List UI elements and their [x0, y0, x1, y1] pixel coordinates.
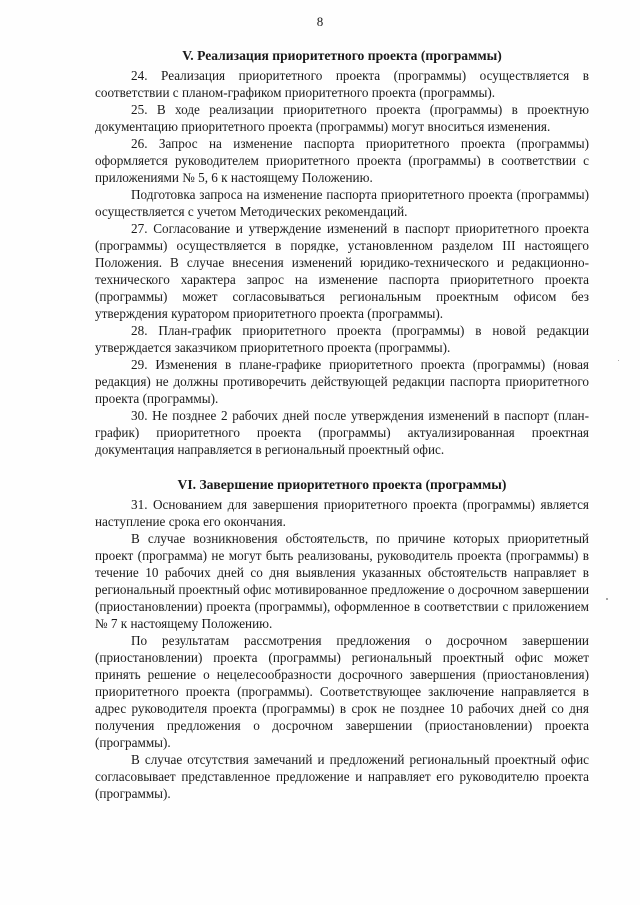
- paragraph-28: 28. План-график приоритетного проекта (программы) в новой редакции утверждается заказчиком приоритетного проекта (программы).: [95, 323, 589, 355]
- paragraph-31-early-completion: В случае возникновения обстоятельств, по причине которых приоритетный проект (программа) не могут быть реализованы, руководитель проекта (программы) в течение 10 рабочих дней со дня выявления указанных обстоятельств направляет в региональный проектный офис мотивированное предложение о досрочном завершении (приостановлении) проекта (программы), оформленное в соответствии с приложением № 7 к настоящему Положению.: [95, 531, 589, 631]
- paragraph-25: 25. В ходе реализации приоритетного проекта (программы) в проектную документацию приоритетного проекта (программы) могут вноситься изменения.: [95, 102, 589, 134]
- scan-speck: [618, 360, 619, 361]
- paragraph-26-note: Подготовка запроса на изменение паспорта приоритетного проекта (программы) осуществляется с учетом Методических рекомендаций.: [95, 187, 589, 219]
- paragraph-24: 24. Реализация приоритетного проекта (программы) осуществляется в соответствии с планом-графиком приоритетного проекта (программы).: [95, 68, 589, 100]
- paragraph-27: 27. Согласование и утверждение изменений в паспорт приоритетного проекта (программы) осуществляется в порядке, установленном разделом III настоящего Положения. В случае внесения изменений юридико-технического и редакционно-технического характера запрос на изменение паспорта приоритетного проекта (программы) может согласовываться региональным проектным офисом без утверждения куратором приоритетного проекта (программы).: [95, 221, 589, 321]
- paragraph-30: 30. Не позднее 2 рабочих дней после утверждения изменений в паспорт (план-график) приоритетного проекта (программы) актуализированная проектная документация направляется в региональный проектный офис.: [95, 408, 589, 457]
- paragraph-29: 29. Изменения в плане-графике приоритетного проекта (программы) (новая редакция) не должны противоречить действующей редакции паспорта приоритетного проекта (программы).: [95, 357, 589, 406]
- paragraph-26: 26. Запрос на изменение паспорта приоритетного проекта (программы) оформляется руководителем приоритетного проекта (программы) в соответствии с приложениями № 5, 6 к настоящему Положению.: [95, 136, 589, 185]
- scan-speck: [606, 598, 608, 600]
- page-number: 8: [316, 14, 324, 29]
- paragraph-31-review-result: По результатам рассмотрения предложения о досрочном завершении (приостановлении) проекта (программы) региональный проектный офис может принять решение о нецелесообразности досрочного завершения (приостановления) приоритетного проекта (программы). Соответствующее заключение направляется в адрес руководителя проекта (программы) в срок не позднее 10 рабочих дней со дня получения предложения о досрочном завершении (приостановлении) проекта (программы).: [95, 633, 589, 750]
- document-body: [95, 47, 589, 802]
- paragraph-31-approval: В случае отсутствия замечаний и предложений региональный проектный офис согласовывает представленное предложение и направляет его руководителю проекта (программы).: [95, 752, 589, 801]
- section-5-heading: V. Реализация приоритетного проекта (программы): [182, 48, 502, 63]
- paragraph-31: 31. Основанием для завершения приоритетного проекта (программы) является наступление срока его окончания.: [95, 497, 589, 529]
- section-6-heading: VI. Завершение приоритетного проекта (программы): [177, 477, 507, 492]
